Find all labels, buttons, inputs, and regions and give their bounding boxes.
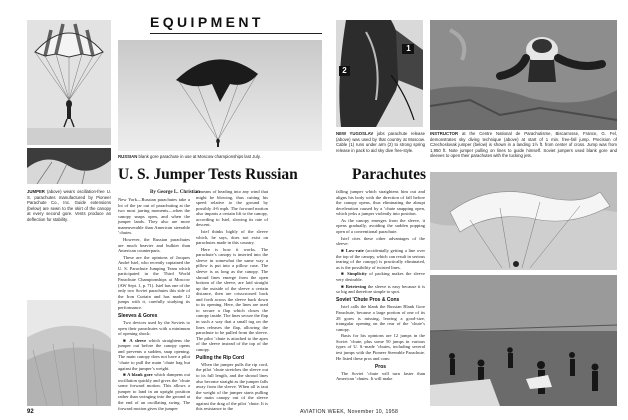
c3-p2: As the canopy emerges from the sleeve, it opens gradually, avoiding the sudden popping open of a conventional parachute. bbox=[336, 217, 425, 235]
c3-p11: The Soviet ’chute will turn faster than American ’chutes. It will make bbox=[336, 370, 425, 382]
c1-p1: New York—Russian parachutes take a lot of the jar out of parachuting at the two most jarring moments—when the canopy snaps open, and when the jumper lands. They also are more maneuverable than American steerable ’chutes. bbox=[118, 197, 190, 236]
c3-p9: Basis for his opinions are 12 jumps in the Soviet ’chute, plus some 50 jumps in various types of U. S.-made ’chutes, including several test jumps with the Pioneer Steerable Parachute. He listed these pros and cons: bbox=[336, 333, 425, 361]
c3-p4: ■ Low-rate (accidentally getting a line over the top of the canopy, which can result in serious tearing of the canopy) is practically eliminated, as is the possibility of twisted lines. bbox=[336, 248, 425, 270]
photo-russian-parachute bbox=[118, 40, 322, 151]
c1-p2: However, the Russian parachutes are much heavier and bulkier than American counterparts. bbox=[118, 237, 190, 254]
c3-p5: ■ Simplicity of packing makes the sleeve very desirable. bbox=[336, 271, 425, 282]
c3-p3: Istel cites these other advantages of the sleeve: bbox=[336, 235, 425, 247]
c1-p5: Two devices used by the Soviets to open their parachutes with a minimum of opening shock: bbox=[118, 320, 190, 337]
photo-landing-crowd bbox=[430, 275, 617, 406]
caption-instructor: INSTRUCTOR at the Centre National de Parachutisme, Biscarrosse, France, G. Fel, demonstrates sky diving technique (above) at start of 1 min. free-fall jump. Precision of Czechoslovak jumper (below) is shown in a landing 1½ ft. from center of cross. Jump was from 1,950 ft. Note jumper pulling on lines to guide himself. Soviet jumpers used blank gore and sleeves to open their parachutes with the tucking jets. bbox=[430, 131, 617, 159]
byline: By George L. Christian bbox=[150, 190, 200, 195]
column-1 bbox=[118, 197, 190, 412]
subhead-rip-cord: Pulling the Rip Cord bbox=[196, 354, 245, 361]
subhead-sleeves-gores: Sleeves & Gores bbox=[118, 312, 158, 319]
column-2 bbox=[196, 189, 268, 413]
c3-p1: falling jumper which straightens him out and aligns his body with the direction of fall before the canopy opens, thus eliminating the abrupt deceleration caused by a ’chute snapping open, which jerks a jumper violently into position. bbox=[336, 189, 425, 217]
c2-p3: Here is how it works. The parachute’s canopy is inserted into the sleeve in somewhat the same way a pillow is put into a pillow case. The sleeve is as long as the canopy. The shroud lines emerge from the open bottom of the sleeve, are laid straight up the outside of the sleeve a certain distance, then are crisscrossed back and forth across the sleeve back down to its opening. Here, the lines are used to secure a flap which closes the canopy inside. The lines secure the flap in such a way that a small tug on the lines releases the flap, allowing the parachute to be pulled from the sleeve. The pilot ’chute is attached to the apex of the sleeve instead of the top of the canopy. bbox=[196, 246, 268, 352]
c2-p2: Istel thinks highly of the sleeve which, he says, does not exist on parachutes made in this country. bbox=[196, 229, 268, 246]
c2-p5: When the jumper pulls the rip cord, the pilot ’chute stretches the sleeve out to its full length, and the shroud lines also become straight as the jumper falls away from the sleeve. When all is taut the weight of the jumper starts pulling the main canopy out of the sleeve against the drag of the pilot ’chute. It is this resistance to the bbox=[196, 361, 268, 412]
caption-russian: RUSSIAN blank gore parachute in use at Moscow championships last July. bbox=[118, 154, 261, 159]
c1-p3: These are the opinions of Jacques André Istel, who recently captained the U. S. Parachute Jumping Team which participated in the Third World Parachute Championships at Moscow (AW Sept. 1, p. 71). Istel has one of the only two Soviet parachutes this side of the Iron Curtain and has made 12 jumps with it, carefully studying its performance. bbox=[118, 254, 190, 310]
c2-p1: a means of heading into any wind that might be blowing, thus cutting his speed relative to the ground by possibly 4-6 mph. The forward motion also imparts a certain lift to the canopy, according to Istel, slowing its rate of descent. bbox=[196, 189, 268, 228]
c1-p6: ■ A sleeve which straightens the jumper out before the canopy opens and prevents a sudden, snap opening. The main canopy does not have a pilot ’chute to pull the main ’chute bag but against the jumper’s weight. bbox=[118, 337, 190, 371]
headline-right: Parachutes bbox=[352, 166, 427, 183]
label-two: 2 bbox=[342, 66, 347, 75]
section-rule bbox=[150, 33, 322, 34]
label-two-box bbox=[339, 66, 350, 76]
column-3 bbox=[336, 189, 425, 383]
photo-jumper-parachute bbox=[27, 20, 111, 145]
photo-skydiver bbox=[430, 172, 617, 270]
photo-instructor-freefall bbox=[430, 20, 617, 130]
photo-yugoslav-release bbox=[336, 20, 423, 127]
caption-yugoslav: NEW YUGOSLAV jobs parachute release (above) was used by that country at Moscow. Cable (1) runs under arm (2) to strong spring release in pack to aid sky dive free-style. bbox=[336, 131, 425, 153]
c3-p6: ■ Retrieving the sleeve is easy because it is so big and therefore simple to spot. bbox=[336, 283, 425, 295]
section-header: EQUIPMENT bbox=[150, 14, 264, 30]
subhead-pros: Pros bbox=[374, 363, 387, 370]
footer-magazine: AVIATION WEEK, November 10, 1958 bbox=[300, 409, 399, 415]
photo-guide-extensions bbox=[27, 148, 111, 184]
c3-p8: Istel calls the blank the Russian Blank Gore Parachute, because a large portion of one of its 28 gores is missing, leaving a good-size, triangular opening on the rear of the ’chute’s canopy. bbox=[336, 304, 425, 332]
label-one: 1 bbox=[406, 44, 411, 53]
caption-jumper: JUMPER (above) wears oscillation-free U. S. parachutes manufactured by Pioneer Parachute Co., Inc. Guide extensions (below) are sewn to the skirt of the canopy at every second gore. Vents produce an deflection for stability. bbox=[27, 189, 111, 222]
c1-p7: ■ A blank gore which dampens out oscillation quickly and gives the ’chute some forward motion. This allows a jumper to land in an upright position rather than swinging into the ground at the end of an oscillating swing. The forward motion gives the jumper bbox=[118, 372, 190, 411]
headline-left: U. S. Jumper Tests Russian bbox=[118, 166, 298, 183]
page-number: 92 bbox=[27, 409, 34, 415]
label-one-box bbox=[403, 44, 414, 54]
photo-grounded-parachute bbox=[27, 300, 111, 406]
subhead-pros-cons: Soviet ’Chute Pros & Cons bbox=[336, 297, 400, 304]
